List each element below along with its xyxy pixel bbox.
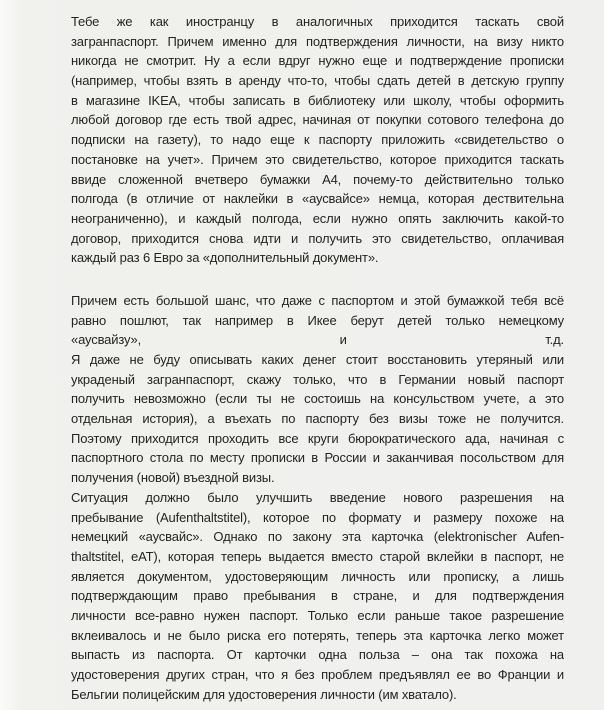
text-line: Поэтому приходится проходить все круги бюрократического ада, начиная с <box>71 430 564 446</box>
text-line: Ситуация должно было улучшить введение нового разрешения на <box>71 489 564 505</box>
text-line: постановке на учет». Причем это свидетельство, которое приходится таскать <box>71 151 564 167</box>
text-line: загранпаспорт. Причем именно для подтверждения личности, на визу никто <box>71 33 564 49</box>
text-line: отдельная история), а въехать по паспорту без визы тоже не получится. <box>71 411 564 427</box>
paragraph <box>71 291 564 350</box>
text-line: пребывание (Aufenthaltstitel), которое по формату и размеру похоже на <box>71 509 564 525</box>
text-line: равно пошлют, так например в Икее берут детей только немецкому <box>71 312 564 328</box>
text-line: немецкий «аусвайс». Однако по закону эта карточка (elektronischer Aufen- <box>71 529 564 545</box>
text-line: любой договор где есть твой адрес, начиная от покупки сотового телефона до <box>71 112 564 128</box>
text-line: паспортного стола по месту прописки в России и заканчивая посольством для <box>71 450 564 466</box>
text-line: получить невозможно (если ты не состоишь на консульством учете, а это <box>71 391 564 407</box>
text-line: вклеивалось и не было риска его потерять, теперь эта карточка легко может <box>71 627 564 643</box>
text-line: (например, чтобы взять в аренду что-то, чтобы сдать детей в детскую группу <box>71 73 564 89</box>
text-line: «аусвайзу», и т.д. <box>71 332 564 348</box>
text-line: каждый раз 6 Евро за «дополнительный документ». <box>71 250 379 266</box>
text-line: получения (новой) въездной визы. <box>71 470 275 486</box>
text-line: выпасть из паспорта. От карточки одна польза – она так похожа на <box>71 647 564 663</box>
text-line: украденый загранпаспорт, скажу только, что в Германии новый паспорт <box>71 371 564 387</box>
text-line: Причем есть большой шанс, что даже с паспортом и этой бумажкой тебя всё <box>71 292 564 308</box>
text-line: является документом, удостоверяющим личность или прописку, а лишь <box>71 568 564 584</box>
text-line: thaltstitel, eAT), которая теперь выдается вместо старой вклейки в паспорт, не <box>71 548 564 564</box>
text-line: Бельгии полицейским для удостоверения личности (им хватало). <box>71 686 457 702</box>
paragraph <box>71 350 564 488</box>
document-text <box>71 12 564 704</box>
text-line: удостоверения других стран, что я без проблем предъявлял ее во Франции и <box>71 667 564 682</box>
text-line: подписки на газету), то надо еще к паспорту приложить «свидетельство о <box>71 132 564 148</box>
text-line: подтверждающим право пребывания в стране, и для подтверждения <box>71 588 564 604</box>
text-line: договор, приходится снова идти и получить это свидетельство, оплачивая <box>71 230 564 246</box>
text-line: полгода (в отличие от наклейки в «аусвайсе» немца, которая дествительна <box>71 191 564 207</box>
paragraph-gap <box>71 268 564 291</box>
text-line: в магазине IKEA, чтобы записать в библиотеку или школу, чтобы оформить <box>71 92 564 108</box>
text-line: неограниченно), и каждый полгода, если нужно опять заключить какой-то <box>71 210 564 226</box>
paragraph <box>71 12 564 268</box>
text-line: личности все-равно нужен паспорт. Только если раньше такое разрешение <box>71 607 564 623</box>
paragraph <box>71 488 564 705</box>
text-line: Тебе же как иностранцу в аналогичных приходится таскать свой <box>71 14 564 29</box>
text-line: никогда не смотрит. Ну а если вдруг нужно еще и подтверждение прописки <box>71 53 564 69</box>
text-line: ввиде сложенной вчетверо бумажки А4, почему-то действительно только <box>71 171 564 187</box>
text-line: Я даже не буду описывать каких денег стоит восстановить утеряный или <box>71 352 564 367</box>
